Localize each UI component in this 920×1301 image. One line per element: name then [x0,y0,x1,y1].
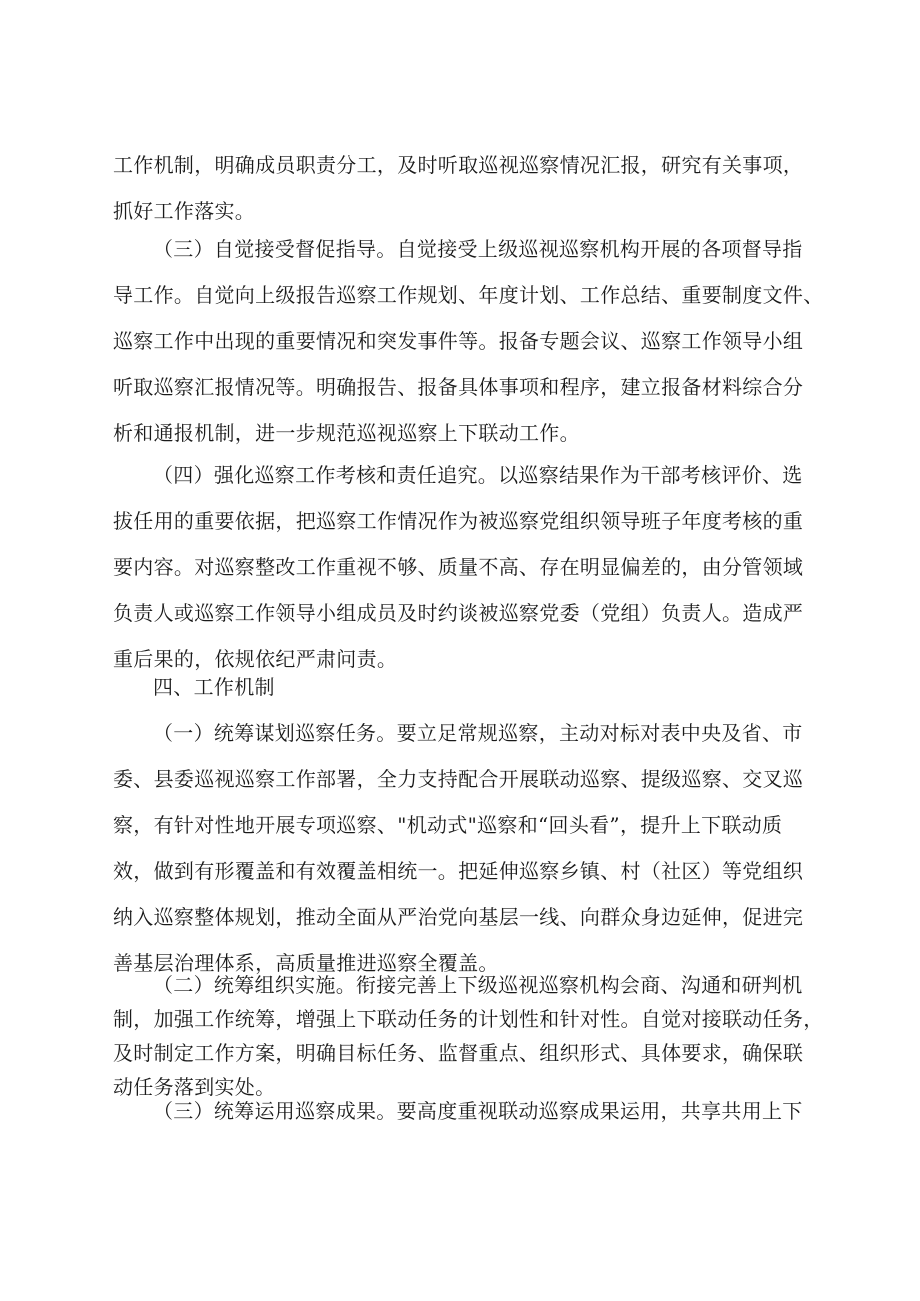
text-line: 及时制定工作方案，明确目标任务、监督重点、组织形式、具体要求，确保联 [113,1041,804,1065]
text-line: 善基层治理体系，高质量推进巡察全覆盖。 [113,951,499,975]
text-line: （三）自觉接受督促指导。自觉接受上级巡视巡察机构开展的各项督导指 [153,237,803,261]
text-line: （三）统筹运用巡察成果。要高度重视联动巡察成果运用，共享共用上下 [153,1099,803,1123]
text-line: 重后果的，依规依纪严肃问责。 [113,647,398,671]
text-line: （四）强化巡察工作考核和责任追究。以巡察结果作为干部考核评价、选 [153,463,803,487]
text-line: 负责人或巡察工作领导小组成员及时约谈被巡察党委（党组）负责人。造成严 [113,601,804,625]
text-line: （二）统筹组织实施。衔接完善上下级巡视巡察机构会商、沟通和研判机 [153,973,803,997]
text-line: 工作机制，明确成员职责分工，及时听取巡视巡察情况汇报，研究有关事项， [113,153,804,177]
paragraph-assessment-accountability [113,452,803,682]
text-line: 制，加强工作统筹，增强上下联动任务的计划性和针对性。自觉对接联动任务， [113,1007,824,1031]
paragraph-continued-work-mechanism [113,142,803,234]
text-line: 要内容。对巡察整改工作重视不够、质量不高、存在明显偏差的，由分管领域 [113,555,804,579]
text-line: 抓好工作落实。 [113,199,256,223]
text-line: 析和通报机制，进一步规范巡视巡察上下联动工作。 [113,421,580,445]
text-line: 察，有针对性地开展专项巡察、"机动式"巡察和“回头看”，提升上下联动质 [113,813,783,837]
text-line: 效，做到有形覆盖和有效覆盖相统一。把延伸巡察乡镇、村（社区）等党组织 [113,859,804,883]
text-line: 委、县委巡视巡察工作部署，全力支持配合开展联动巡察、提级巡察、交叉巡 [113,767,804,791]
text-line: （一）统筹谋划巡察任务。要立足常规巡察，主动对标对表中央及省、市 [153,721,803,745]
text-line: 纳入巡察整体规划，推动全面从严治党向基层一线、向群众身边延伸，促进完 [113,905,804,929]
text-line: 听取巡察汇报情况等。明确报告、报备具体事项和程序，建立报备材料综合分 [113,375,804,399]
section-heading-work-mechanism [113,664,803,710]
paragraph-organize-implementation [113,968,824,1104]
paragraph-use-inspection-results [113,1094,803,1128]
paragraph-plan-inspection-tasks [113,710,803,986]
paragraph-accept-supervision [113,226,824,456]
text-line: 拔任用的重要依据，把巡察工作情况作为被巡察党组织领导班子年度考核的重 [113,509,804,533]
section-heading: 四、工作机制 [153,675,275,699]
text-line: 动任务落到实处。 [113,1075,276,1099]
text-line: 巡察工作中出现的重要情况和突发事件等。报备专题会议、巡察工作领导小组 [113,329,804,353]
text-line: 导工作。自觉向上级报告巡察工作规划、年度计划、工作总结、重要制度文件、 [113,283,824,307]
